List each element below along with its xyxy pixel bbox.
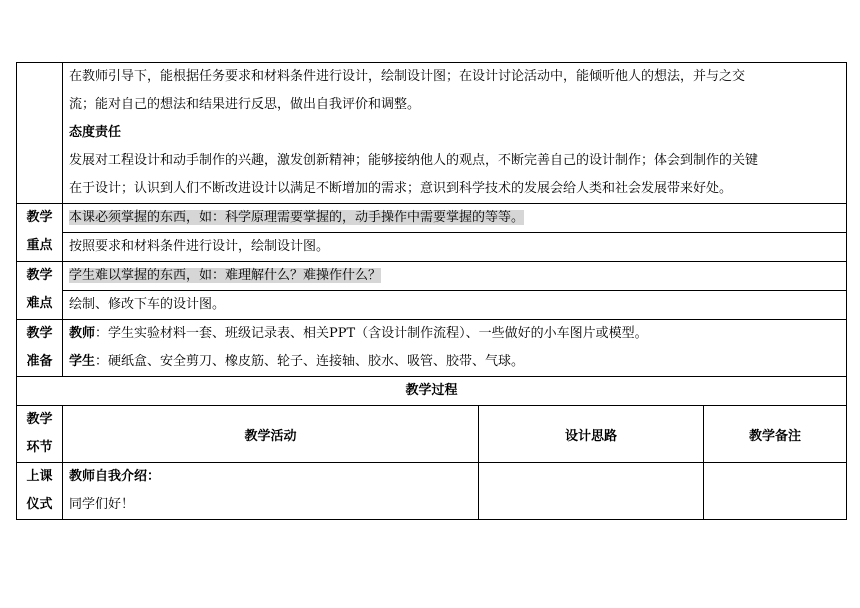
notes-cell — [704, 463, 847, 520]
process-title: 教学过程 — [17, 377, 847, 406]
label-part: 教学 — [26, 412, 53, 427]
label-part: 准备 — [26, 354, 53, 369]
goals-paragraph-line: 流；能对自己的想法和结果进行反思，做出自我评价和调整。 — [69, 97, 421, 112]
difficulties-row — [17, 262, 847, 291]
goals-content — [63, 63, 847, 204]
label-part: 上课 — [26, 469, 53, 484]
label-part: 仪式 — [26, 497, 53, 512]
activity-cell — [63, 463, 479, 520]
stage-cell — [17, 463, 63, 520]
preparation-row — [17, 320, 847, 377]
difficulties-text-cell — [63, 291, 847, 320]
lesson-plan-table — [16, 62, 847, 520]
activity-header: 教学活动 — [63, 406, 479, 463]
student-prep-text: ：硬纸盒、安全剪刀、橡皮筋、轮子、连接轴、胶水、吸管、胶带、气球。 — [95, 354, 525, 369]
key-points-label — [17, 204, 63, 262]
attitude-line: 发展对工程设计和动手制作的兴趣，激发创新精神；能够接纳他人的观点，不断完善自己的设计制作；体会到制作的关键 — [69, 153, 759, 168]
student-label: 学生 — [69, 354, 96, 369]
process-header-row — [17, 406, 847, 463]
teacher-prep-line — [69, 320, 840, 348]
preparation-label — [17, 320, 63, 377]
label-part: 教学 — [26, 326, 53, 341]
goals-label-cell — [17, 63, 63, 204]
notes-header: 教学备注 — [704, 406, 847, 463]
activity-text: 同学们好！ — [69, 497, 135, 512]
key-points-row-2 — [17, 233, 847, 262]
key-points-hint: 本课必须掌握的东西，如：科学原理需要掌握的，动手操作中需要掌握的等等。 — [69, 210, 525, 225]
key-points-text-cell — [63, 233, 847, 262]
difficulties-label — [17, 262, 63, 320]
key-points-hint-cell — [63, 204, 847, 233]
difficulties-hint: 学生难以掌握的东西，如：难理解什么？难操作什么？ — [69, 268, 382, 283]
goals-paragraph-line: 在教师引导下，能根据任务要求和材料条件进行设计，绘制设计图；在设计讨论活动中，能倾听他人的想法，并与之交 — [69, 69, 746, 84]
attitude-heading: 态度责任 — [69, 125, 122, 140]
label-part: 难点 — [26, 296, 53, 311]
process-row — [17, 463, 847, 520]
difficulties-row-2 — [17, 291, 847, 320]
teacher-prep-text: ：学生实验材料一套、班级记录表、相关PPT（含设计制作流程）、一些做好的小车图片或模型。 — [95, 326, 648, 341]
goals-row — [17, 63, 847, 204]
activity-heading: 教师自我介绍： — [69, 469, 161, 484]
label-part: 教学 — [26, 210, 53, 225]
design-header: 设计思路 — [479, 406, 704, 463]
key-points-row — [17, 204, 847, 233]
difficulties-hint-cell — [63, 262, 847, 291]
design-cell — [479, 463, 704, 520]
key-points-text: 按照要求和材料条件进行设计，绘制设计图。 — [69, 239, 330, 254]
label-part: 环节 — [26, 440, 53, 455]
label-part: 教学 — [26, 268, 53, 283]
label-part: 重点 — [26, 238, 53, 253]
attitude-line: 在于设计；认识到人们不断改进设计以满足不断增加的需求；意识到科学技术的发展会给人类和社会发展带来好处。 — [69, 181, 733, 196]
difficulties-text: 绘制、修改下车的设计图。 — [69, 297, 226, 312]
stage-header — [17, 406, 63, 463]
student-prep-line — [69, 348, 840, 376]
preparation-content — [63, 320, 847, 377]
process-title-row — [17, 377, 847, 406]
teacher-label: 教师 — [69, 326, 96, 341]
